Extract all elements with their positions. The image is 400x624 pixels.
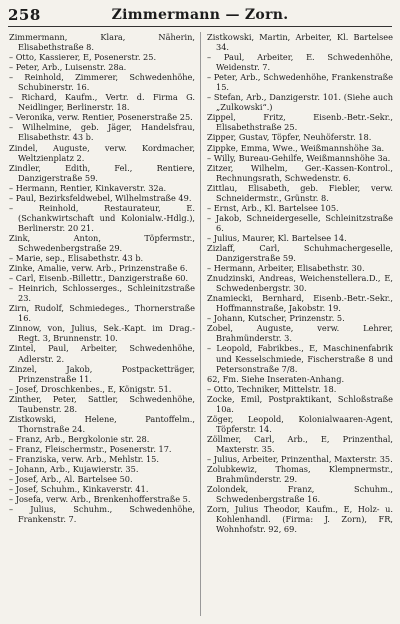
directory-entry: Zöllmer, Carl, Arb., E, Prinzenthal, Maxterstr. 35. bbox=[207, 433, 393, 454]
directory-entry: – Paul, Bezirksfeldwebel, Wilhelmstraße 49. bbox=[9, 192, 192, 203]
directory-entry: Zink, Anton, Töpfermstr., Schwedenbergstraße 29. bbox=[9, 232, 195, 253]
directory-entry: Zipper, Gustav, Töpfer, Neuhöferstr. 18. bbox=[207, 132, 372, 143]
directory-entry: – Stefan, Arb., Danzigerstr. 101. (Siehe auch „Zulkowski“.) bbox=[207, 92, 393, 113]
directory-entry: – Peter, Arb., Luisenstr. 28a. bbox=[9, 62, 127, 73]
directory-entry: Zindler, Edith, Fel., Rentiere, Danzigerstraße 59. bbox=[9, 162, 195, 183]
page-title: Zimmermann — Zorn. bbox=[111, 7, 289, 23]
directory-entry: – Reinhold, Restaurateur, E. (Schankwirtschaft und Kolonialw.-Hdlg.), Berlinerstr. 20 21. bbox=[9, 202, 195, 233]
directory-entry: Zolubkewiz, Thomas, Klempnermstr., Brahmünderstr. 29. bbox=[207, 464, 393, 485]
directory-entry: – Julius, Arbeiter, Prinzenthal, Maxterstr. 35. bbox=[207, 453, 393, 464]
directory-entry: Zinther, Peter, Sattler, Schwedenhöhe, Taubenstr. 28. bbox=[9, 393, 195, 414]
directory-entry: Znudzinski, Andreas, Weichenstellera.D., E, Schwedenbergstr. 30. bbox=[207, 273, 393, 294]
directory-entry: Zorn, Julius Theodor, Kaufm., E, Holz- u. Kohlenhandl. (Firma: J. Zorn), FR, Wohnhofstr. 92, 69. bbox=[207, 504, 393, 535]
directory-entry: – Franz, Arb., Bergkolonie str. 28. bbox=[9, 433, 150, 444]
directory-entry: – Paul, Arbeiter, E. Schwedenhöhe, Weidenstr. 7. bbox=[207, 52, 393, 73]
directory-entry: – Richard, Kaufm., Vertr. d. Firma G. Neidlinger, Berlinerstr. 18. bbox=[9, 92, 195, 113]
directory-entry: Zizlaff, Carl, Schuhmachergeselle, Danzigerstraße 59. bbox=[207, 242, 393, 264]
directory-entry: Zintel, Paul, Arbeiter, Schwedenhöhe, Adlerstr. 2. bbox=[9, 343, 195, 364]
directory-entry: – Josefa, verw. Arb., Brenkenhofferstraße 5. bbox=[9, 494, 191, 505]
directory-entry: – Otto, Techniker, Mittelstr. 18. bbox=[207, 383, 337, 394]
right-column bbox=[207, 32, 393, 620]
directory-entry: Zistkowski, Helene, Pantoffelm., Thornstraße 24. bbox=[9, 413, 195, 434]
directory-entry: – Franziska, verw. Arb., Mehlstr. 15. bbox=[9, 453, 159, 464]
directory-entry: Zinzel, Jakob, Postpacketträger, Prinzenstraße 11. bbox=[9, 363, 195, 384]
directory-entry: Zirn, Rudolf, Schmiedeges., Thornerstraße 16. bbox=[9, 303, 195, 324]
directory-entry: Zinke, Amalie, verw. Arb., Prinzenstraße 6. bbox=[9, 263, 188, 274]
directory-entry: Zolondek, Franz, Schuhm., Schwedenbergstraße 16. bbox=[207, 484, 393, 505]
left-column bbox=[9, 32, 195, 620]
directory-entry: Zinnow, von, Julius, Sek.-Kapt. im Drag.-Regt. 3, Brunnenstr. 10. bbox=[9, 323, 195, 344]
directory-entry: Zittlau, Elisabeth, geb. Fiebler, verw. Schneidermstr., Grünstr. 8. bbox=[207, 182, 393, 203]
directory-entry: – Reinhold, Zimmerer, Schwedenhöhe, Schubinerstr. 16. bbox=[9, 72, 195, 93]
directory-entry: – Veronika, verw. Rentier, Posenerstraße 25. bbox=[9, 112, 193, 123]
directory-entry: – Willy, Bureau-Gehilfe, Weißmannshöhe 3a. bbox=[207, 152, 391, 163]
directory-entry: – Josef, Arb., Al. Bartelsee 50. bbox=[9, 474, 133, 485]
directory-entry: – Julius, Schuhm., Schwedenhöhe, Frankenstr. 7. bbox=[9, 504, 195, 525]
directory-entry: – Peter, Arb., Schwedenhöhe, Frankenstraße 15. bbox=[207, 72, 393, 93]
directory-entry: – Wilhelmine, geb. Jäger, Handelsfrau, Elisabethstr. 43 b. bbox=[9, 122, 195, 143]
directory-entry: Zimmermann, Klara, Näherin, Elisabethstraße 8. bbox=[9, 32, 195, 53]
directory-entry: Zöger, Leopold, Kolonialwaaren-Agent, Töpferstr. 14. bbox=[207, 413, 393, 434]
directory-entry: Zitzer, Wilhelm, Ger.-Kassen-Kontrol., Rechnungsrath, Schwedenstr. 6. bbox=[207, 162, 393, 183]
directory-entry: – Heinrich, Schlosserges., Schleinitzstraße 23. bbox=[9, 283, 195, 304]
directory-entry: Zindel, Auguste, verw. Kordmacher, Weltzienplatz 2. bbox=[9, 142, 195, 163]
directory-entry: – Josef, Schuhm., Kinkaverstr. 41. bbox=[9, 484, 149, 495]
column-divider bbox=[200, 32, 201, 616]
directory-entry: 62, Fm. Siehe Inseraten-Anhang. bbox=[207, 373, 345, 384]
directory-entry: – Johann, Kutscher, Prinzenstr. 5. bbox=[207, 313, 345, 324]
directory-entry: – Julius, Maurer, Kl. Bartelsee 14. bbox=[207, 232, 347, 243]
directory-entry: Zippel, Fritz, Eisenb.-Betr.-Sekr., Elisabethstraße 25. bbox=[207, 112, 393, 133]
directory-entry: Zocke, Emil, Postpraktikant, Schloßstraße 10a. bbox=[207, 393, 393, 414]
directory-entry: – Hermann, Rentier, Kinkaverstr. 32a. bbox=[9, 182, 167, 193]
directory-entry: Zippke, Emma, Wwe., Weißmannshöhe 3a. bbox=[207, 142, 385, 153]
directory-entry: – Marie, sep., Elisabethstr. 43 b. bbox=[9, 253, 144, 264]
directory-entry: – Jakob, Schneidergeselle, Schleinitzstraße 6. bbox=[207, 212, 393, 233]
directory-entry: Zobel, Auguste, verw. Lehrer, Brahmünderstr. 3. bbox=[207, 323, 393, 344]
page-number: 258 bbox=[8, 6, 41, 24]
page-header bbox=[8, 6, 392, 27]
directory-entry: Zistkowski, Martin, Arbeiter, Kl. Bartelsee 34. bbox=[207, 32, 393, 53]
directory-entry: – Franz, Fleischermstr., Posenerstr. 17. bbox=[9, 443, 172, 454]
directory-entry: – Johann, Arb., Kujawierstr. 35. bbox=[9, 464, 139, 475]
directory-entry: – Carl, Eisenb.-Billettr., Danzigerstraße 60. bbox=[9, 273, 189, 284]
directory-entry: – Ernst, Arb., Kl. Bartelsee 105. bbox=[207, 202, 339, 213]
directory-entry: Znamiecki, Bernhard, Eisenb.-Betr.-Sekr., Hoffmannstraße, Jakobstr. 19. bbox=[207, 293, 393, 314]
directory-entry: – Josef, Droschkenbes., E, Königstr. 51. bbox=[9, 383, 172, 394]
directory-entry: – Leopold, Fabrikbes., E, Maschinenfabrik und Kesselschmiede, Fischerstraße 8 und Petersonstraße 7/8. bbox=[207, 343, 393, 374]
directory-entry: – Otto, Kassierer, E, Posenerstr. 25. bbox=[9, 52, 157, 63]
directory-entry: – Hermann, Arbeiter, Elisabethstr. 30. bbox=[207, 263, 365, 274]
